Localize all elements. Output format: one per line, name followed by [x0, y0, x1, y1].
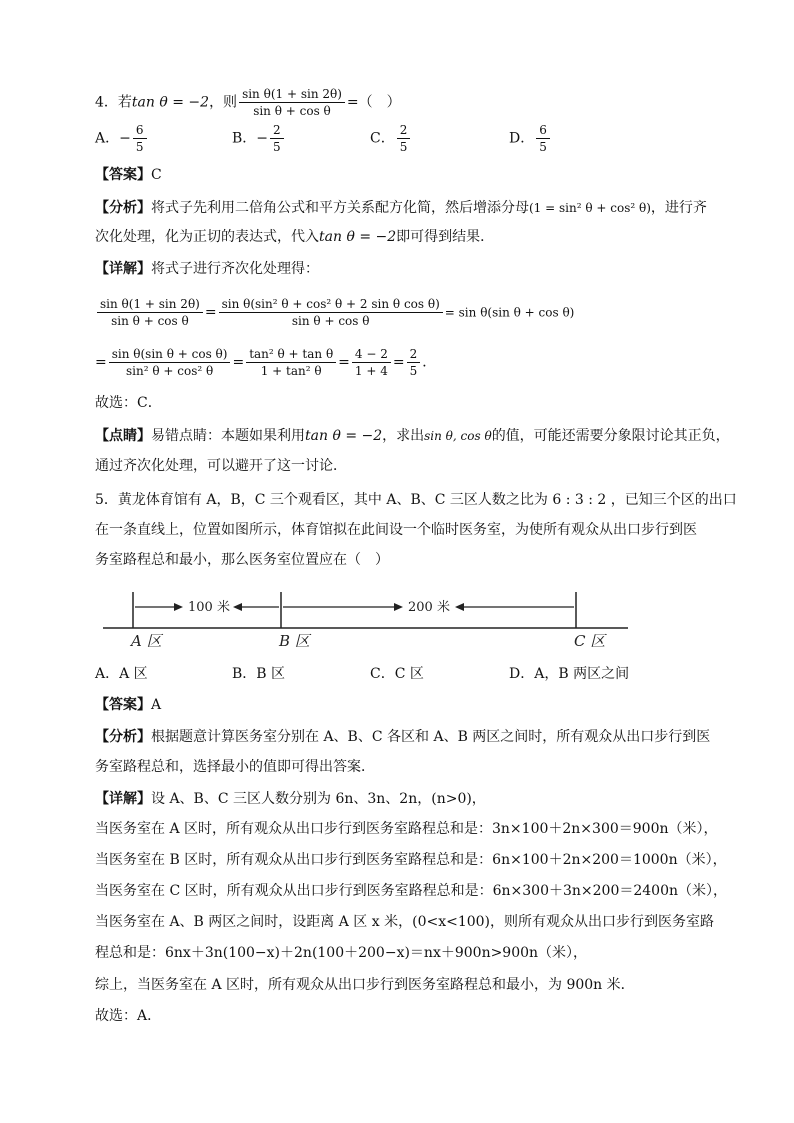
q5-detail-4: 当医务室在 C 区时，所有观众从出口步行到医务室路程总和是：6n×300＋3n×200＝2400n（米）， [95, 883, 728, 899]
q5-detail-3: 当医务室在 B 区时，所有观众从出口步行到医务室路程总和是：6n×100＋2n×200＝1000n（米）， [95, 852, 727, 868]
q5-detail-5: 当医务室在 A、B 两区之间时，设距离 A 区 x 米，(0<x<100)，则所有观众从出口步行到医务室路 [95, 914, 715, 930]
q5-option-a: A．A 区 [95, 666, 148, 682]
arrowhead-ab-left [174, 603, 183, 611]
q5-stem-1: 5．黄龙体育馆有 A，B，C 三个观看区，其中 A、B、C 三区人数之比为 6 : 3 : 2 ，已知三个区的出口 [95, 492, 737, 508]
q4-option-a: A．− $\frac{6}{5}$ [95, 122, 149, 155]
q4-analysis-2: 次化处理，化为正切的表达式，代入tan θ = −2即可得到结果． [95, 229, 495, 245]
q4-detail: 【详解】将式子进行齐次化处理得： [95, 261, 319, 277]
arrowhead-bc-left [394, 603, 403, 611]
q4-analysis-1: 【分析】将式子先利用二倍角公式和平方关系配方化简，然后增添分母(1 = sin² θ + cos² θ)，进行齐 [95, 200, 707, 216]
arrowhead-ab-right [233, 603, 242, 611]
q4-condition: tan θ = −2 [131, 94, 210, 111]
q5-diagram [0, 580, 794, 660]
q5-option-b: B．B 区 [232, 666, 286, 682]
q5-detail-1: 【详解】设 A、B、C 三区人数分别为 6n、3n、2n，(n>0)， [95, 791, 486, 807]
q5-option-c: C．C 区 [370, 666, 424, 682]
q4-tail: =（ ） [346, 94, 401, 111]
q4-tip-1: 【点睛】易错点睛：本题如果利用tan θ = −2，求出sin θ, cos θ的值，可能还需要分象限讨论其正负， [95, 428, 730, 444]
q5-analysis-1: 【分析】根据题意计算医务室分别在 A、B、C 各区和 A、B 两区之间时，所有观众从出口步行到医 [95, 729, 711, 745]
q4-equation-1: $\frac{\text{sin θ(1 + sin 2θ)}}{\text{sin θ + cos θ}}$ = $\frac{\text{sin θ(sin² θ + cos² θ + 2 sin θ cos θ)}}{\text{sin θ + cos θ}}$ = sin θ(sin θ + cos θ) [95, 296, 574, 329]
q5-detail-7: 综上，当医务室在 A 区时，所有观众从出口步行到医务室路程总和最小，为 900n 米． [95, 977, 635, 993]
dist-ab-label: 100 米 [188, 600, 230, 615]
q5-detail-6: 程总和是：6nx＋3n(100−x)＋2n(100＋200−x)＝nx＋900n>900n（米）， [95, 945, 588, 961]
dist-bc-label: 200 米 [408, 600, 450, 615]
arrowhead-bc-right [455, 603, 464, 611]
q5-answer: 【答案】A [95, 697, 162, 713]
q4-fraction [239, 86, 345, 119]
q4-mid: ，则 [209, 94, 238, 111]
q5-stem-2: 在一条直线上，位置如图所示，体育馆拟在此间设一个临时医务室，为使所有观众从出口步行到医 [95, 522, 697, 538]
q5-option-d: D．A，B 两区之间 [509, 666, 630, 682]
q4-option-b: B．− $\frac{2}{5}$ [232, 122, 286, 155]
q4-fraction-den: sin θ + cos θ [253, 104, 331, 118]
q4-answer: 【答案】C [95, 167, 162, 183]
label-a: A 区 [131, 632, 162, 650]
q5-stem-3: 务室路程总和最小，那么医务室位置应在（ ） [95, 552, 389, 568]
q4-option-c: C． $\frac{2}{5}$ [370, 122, 412, 155]
q4-number: 4．若 [95, 94, 132, 111]
q5-detail-2: 当医务室在 A 区时，所有观众从出口步行到医务室路程总和是：3n×100＋2n×300＝900n（米）， [95, 821, 718, 837]
label-b: B 区 [279, 632, 310, 650]
q4-stem [95, 86, 401, 119]
q5-choose: 故选：A． [95, 1008, 162, 1024]
q4-fraction-num: sin θ(1 + sin 2θ) [239, 86, 345, 103]
q4-option-d: D． $\frac{6}{5}$ [509, 122, 552, 155]
q4-equation-2: = $\frac{\text{sin θ(sin θ + cos θ)}}{\text{sin² θ + cos² θ}}$ = $\frac{\text{tan² θ + tan θ}}{\text{1 + tan² θ}}$ = $\frac{4 - 2}{1 + 4}$ = $\frac{2}{5}$ ． [95, 347, 437, 378]
q4-choose: 故选：C． [95, 395, 162, 411]
q5-analysis-2: 务室路程总和，选择最小的值即可得出答案． [95, 759, 375, 775]
label-c: C 区 [574, 632, 606, 650]
q4-tip-2: 通过齐次化处理，可以避开了这一讨论． [95, 458, 347, 474]
